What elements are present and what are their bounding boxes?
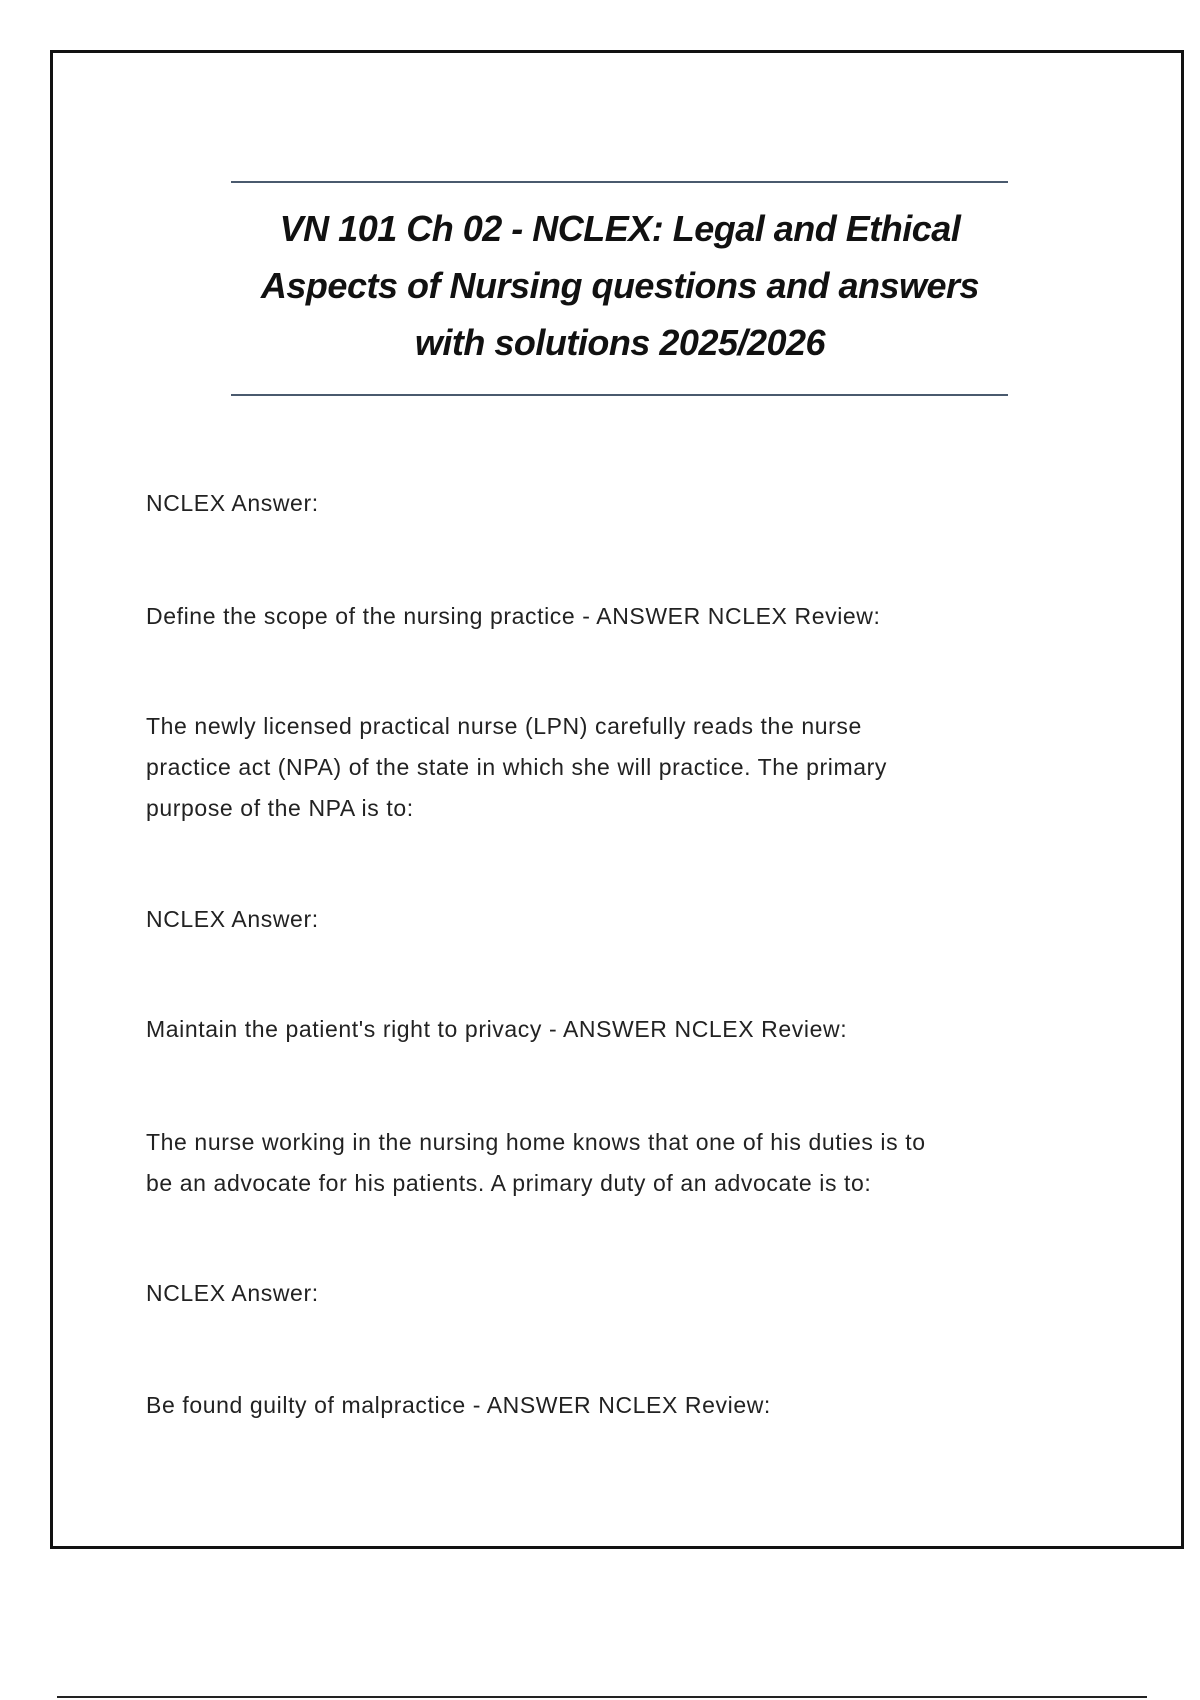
text-line: NCLEX Answer: — [146, 1280, 319, 1306]
answer-text — [146, 1009, 1106, 1050]
footer-rule — [57, 1696, 1147, 1698]
text-line: Be found guilty of malpractice - ANSWER NCLEX Review: — [146, 1392, 771, 1418]
answer-text — [146, 596, 1106, 637]
text-line: The newly licensed practical nurse (LPN) carefully reads the nurse — [146, 713, 862, 739]
text-line: practice act (NPA) of the state in which she will practice. The primary — [146, 754, 887, 780]
answer-label — [146, 899, 1106, 940]
text-line: NCLEX Answer: — [146, 490, 319, 516]
title-rule-bottom — [231, 394, 1008, 396]
document-title — [150, 200, 1090, 371]
answer-label — [146, 483, 1106, 524]
text-line: The nurse working in the nursing home knows that one of his duties is to — [146, 1129, 926, 1155]
answer-label — [146, 1273, 1106, 1314]
question-text — [146, 706, 1106, 829]
text-line: NCLEX Answer: — [146, 906, 319, 932]
text-line: purpose of the NPA is to: — [146, 795, 414, 821]
text-line: be an advocate for his patients. A primary duty of an advocate is to: — [146, 1170, 872, 1196]
title-rule-top — [231, 181, 1008, 183]
title-line: Aspects of Nursing questions and answers — [260, 265, 980, 306]
text-line: Maintain the patient's right to privacy - ANSWER NCLEX Review: — [146, 1016, 848, 1042]
title-line: VN 101 Ch 02 - NCLEX: Legal and Ethical — [279, 208, 961, 249]
answer-text — [146, 1385, 1106, 1426]
question-text — [146, 1122, 1106, 1204]
title-line: with solutions 2025/2026 — [414, 322, 826, 363]
text-line: Define the scope of the nursing practice - ANSWER NCLEX Review: — [146, 603, 881, 629]
